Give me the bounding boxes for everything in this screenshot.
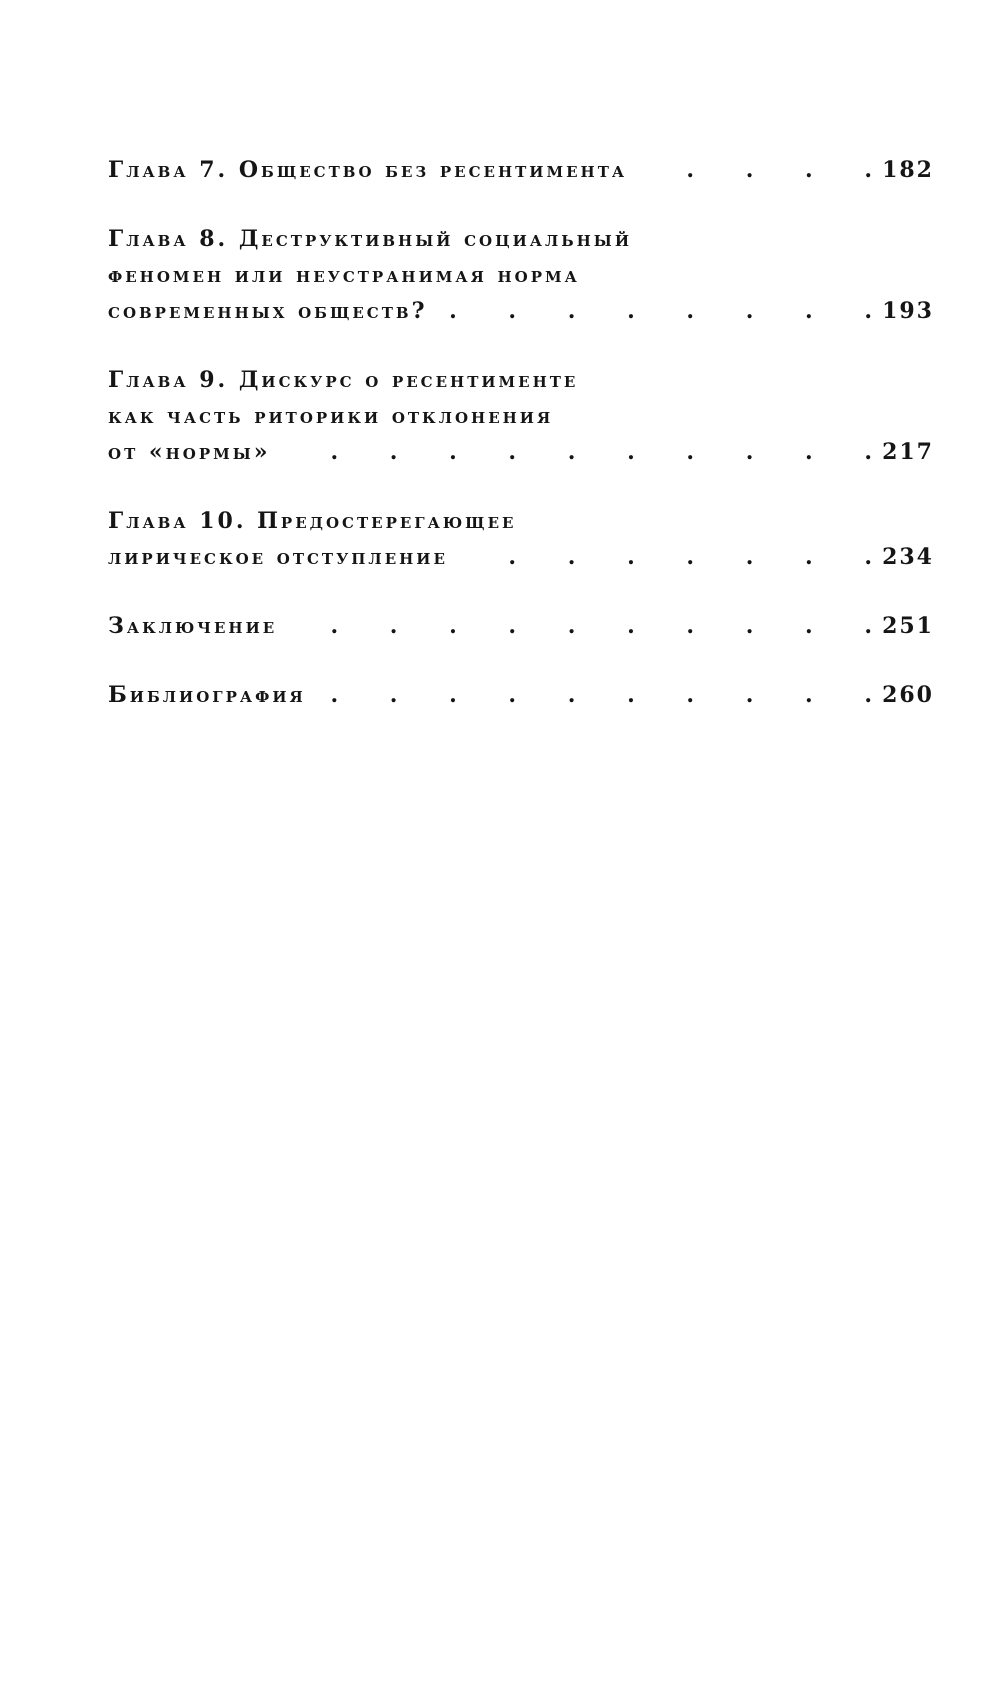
toc-entry-title: Глава 7. Общество без ресентимента xyxy=(108,157,628,183)
toc-page-number: 182 xyxy=(882,157,934,183)
dot-leader xyxy=(316,677,872,713)
toc-entry-chapter-10 xyxy=(108,503,934,575)
toc-entry-title-continued: феномен или неустранимая норма xyxy=(108,262,580,288)
toc-entry-title: Библиография xyxy=(108,682,306,708)
toc-line xyxy=(108,152,934,188)
toc-entry-conclusion xyxy=(108,608,934,644)
toc-entry-title: Заключение xyxy=(108,613,278,639)
toc-entry-chapter-7 xyxy=(108,152,934,188)
table-of-contents xyxy=(108,152,934,746)
toc-page-number: 260 xyxy=(882,682,934,708)
toc-entry-title-continued: от «нормы» xyxy=(108,439,271,465)
toc-entry-title-continued: как часть риторики отклонения xyxy=(108,403,554,429)
dot-leader xyxy=(287,608,872,644)
toc-entry-title: Глава 10. Предостерегающее xyxy=(108,508,517,534)
dot-leader xyxy=(637,152,872,188)
dot-leader xyxy=(437,293,872,329)
toc-entry-bibliography xyxy=(108,677,934,713)
toc-line xyxy=(108,608,934,644)
toc-entry-chapter-9 xyxy=(108,362,934,470)
toc-line xyxy=(108,257,934,293)
toc-page-number: 251 xyxy=(882,613,934,639)
toc-line xyxy=(108,293,934,329)
toc-entry-title: Глава 8. Деструктивный социальный xyxy=(108,226,632,252)
dot-leader xyxy=(281,434,872,470)
toc-page-number: 193 xyxy=(882,298,934,324)
toc-line xyxy=(108,434,934,470)
toc-line xyxy=(108,398,934,434)
toc-entry-title-continued: лирическое отступление xyxy=(108,544,448,570)
toc-entry-title-continued: современных обществ? xyxy=(108,298,428,324)
toc-line xyxy=(108,362,934,398)
toc-line xyxy=(108,539,934,575)
dot-leader xyxy=(458,539,872,575)
toc-line xyxy=(108,221,934,257)
toc-line xyxy=(108,677,934,713)
toc-entry-chapter-8 xyxy=(108,221,934,329)
toc-entry-title: Глава 9. Дискурс о ресентименте xyxy=(108,367,579,393)
toc-page-number: 217 xyxy=(882,439,934,465)
toc-line xyxy=(108,503,934,539)
toc-page-number: 234 xyxy=(882,544,934,570)
